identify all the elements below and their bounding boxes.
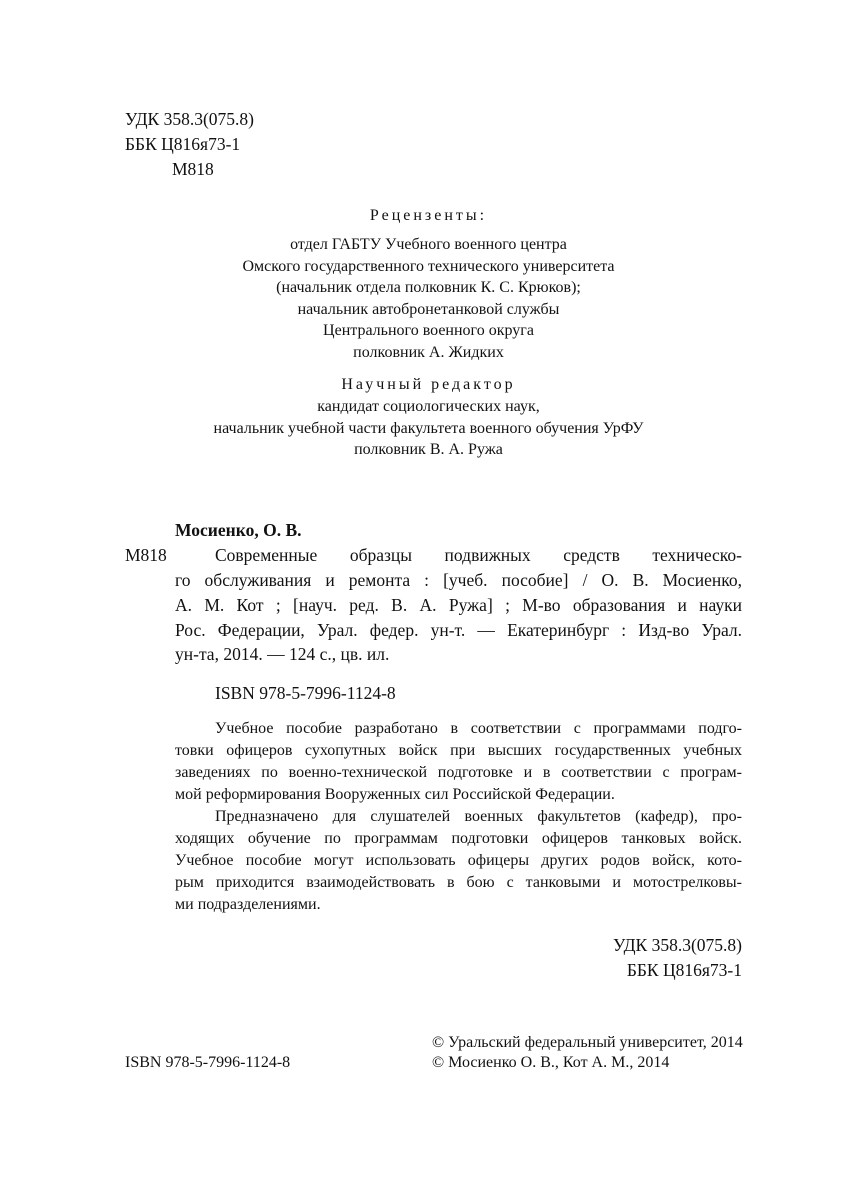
footer-bbk: ББК Ц816я73-1 (626, 960, 742, 980)
reviewer-line: полковник А. Жидких (353, 344, 504, 361)
abstract-line: Предназначено для слушателей военных факультетов (кафедр), про- (215, 808, 742, 825)
editor-line: начальник учебной части факультета военного обучения УрФУ (213, 420, 644, 437)
bbk-code: ББК Ц816я73-1 (125, 134, 241, 154)
reviewers-heading: Рецензенты: (369, 207, 488, 224)
reviewer-line: (начальник отдела полковник К. С. Крюков); (276, 279, 581, 296)
editor-line: кандидат социологических наук, (317, 398, 540, 415)
footer-udk: УДК 358.3(075.8) (612, 935, 742, 955)
editor-line: полковник В. А. Ружа (354, 441, 503, 458)
author-code: М818 (172, 159, 214, 179)
reviewer-line: отдел ГАБТУ Учебного военного центра (290, 236, 567, 253)
editor-heading: Научный редактор (341, 376, 516, 393)
abstract-line: Учебное пособие разработано в соответствии с программами подго- (215, 720, 742, 737)
catalog-description-line: Рос. Федерации, Урал. федер. ун-т. — Екатеринбург : Изд-во Урал. (175, 620, 742, 640)
abstract-line: товки офицеров сухопутных войск при высших государственных учебных (175, 742, 742, 759)
abstract-line: рым приходится взаимодействовать в бою с танковыми и мотострелковы- (175, 874, 742, 891)
reviewer-line: Центрального военного округа (323, 322, 534, 339)
copyright-authors: © Мосиенко О. В., Кот А. М., 2014 (432, 1054, 670, 1071)
catalog-description-line: ун-та, 2014. — 124 с., цв. ил. (175, 644, 390, 664)
abstract-line: мой реформирования Вооруженных сил Российской Федерации. (175, 786, 615, 803)
abstract-line: ми подразделениями. (175, 896, 321, 913)
copyright-university: © Уральский федеральный университет, 2014 (432, 1034, 743, 1051)
copyright-isbn: ISBN 978-5-7996-1124-8 (125, 1054, 291, 1071)
abstract-line: заведениях по военно-технической подготовке и в соответствии с програм- (175, 764, 742, 781)
reviewer-line: начальник автобронетанковой службы (297, 301, 560, 318)
catalog-isbn: ISBN 978-5-7996-1124-8 (215, 683, 396, 703)
catalog-description-line: Современные образцы подвижных средств техническо- (215, 545, 742, 565)
abstract-line: ходящих обучение по программам подготовки офицеров танковых войск. (175, 830, 742, 847)
catalog-description-line: А. М. Кот ; [науч. ред. В. А. Ружа] ; М-во образования и науки (175, 595, 742, 615)
reviewer-line: Омского государственного технического университета (242, 258, 615, 275)
catalog-description-line: го обслуживания и ремонта : [учеб. пособие] / О. В. Мосиенко, (175, 570, 742, 590)
catalog-author: Мосиенко, О. В. (175, 520, 302, 540)
udk-code: УДК 358.3(075.8) (125, 109, 255, 129)
catalog-code: М818 (125, 545, 167, 565)
abstract-line: Учебное пособие могут использовать офицеры других родов войск, кото- (175, 852, 742, 869)
